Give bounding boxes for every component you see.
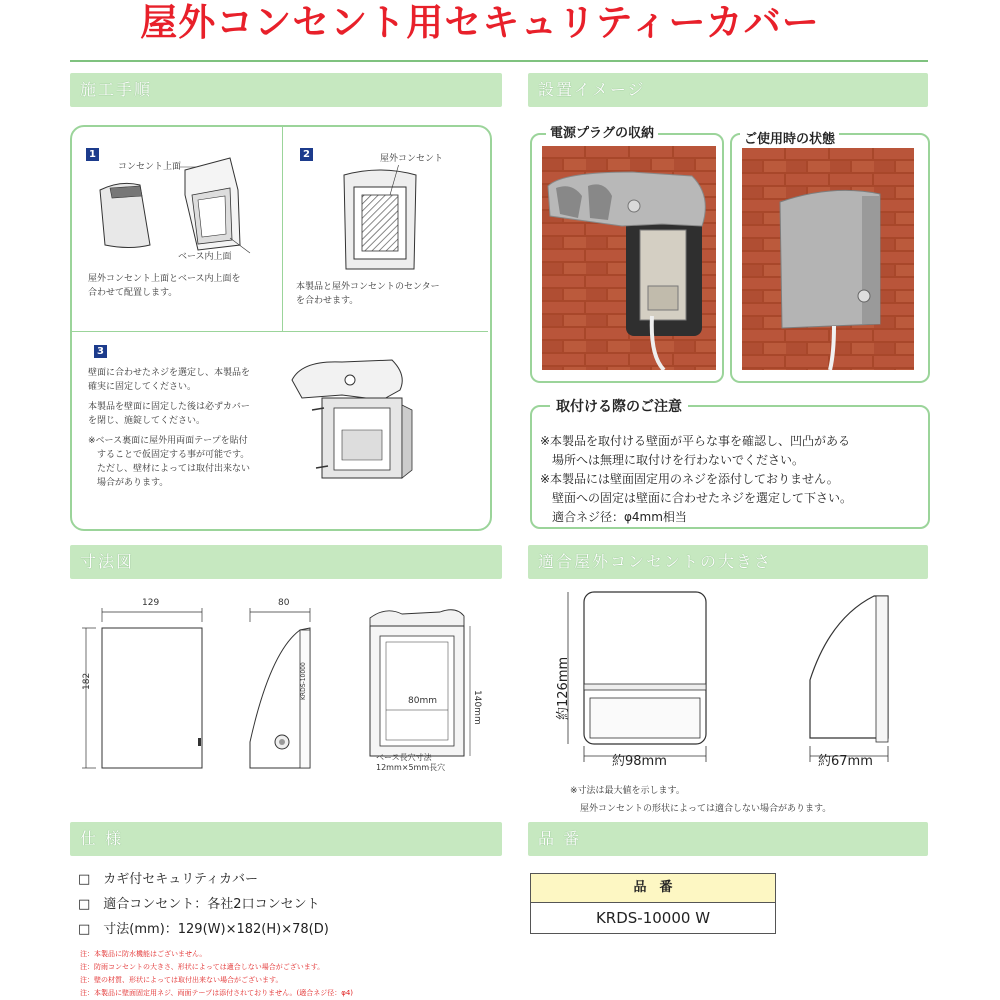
spec-red-note-2: 注：防雨コンセントの大きさ、形状によっては適合しない場合がございます。 [80,963,325,971]
caution-line-1: ※本製品を取付ける壁面が平らな事を確認し、凹凸がある [540,434,851,448]
photo-storage-image [542,146,716,370]
step-divider-horizontal [72,331,488,332]
outlet-height-label: 約126mm [556,656,571,720]
step-1-text-line-2: 合わせて配置します。 [88,288,178,298]
section-part-number: 品 番 [528,822,928,856]
step-2-text-line-2: を合わせます。 [296,296,359,306]
dim-side-stamp: KRDS-10000 [300,662,307,700]
step-3-text-line-8: 場合があります。 [88,478,169,488]
step-3-text-line-7: ただし、壁材によっては取付出来ない [88,464,251,474]
outlet-note-2: 屋外コンセントの形状によっては適合しない場合があります。 [580,804,832,814]
spec-red-note-3: 注：壁の材質、形状によっては取付出来ない場合がございます。 [80,976,283,984]
step-3-text-line-5: ※ベース裏面に屋外用両面テープを貼付 [88,436,248,446]
photo-storage-caption: 電源プラグの収納 [546,122,658,141]
step-2-text-line-1: 本製品と屋外コンセントのセンター [296,282,440,292]
outlet-size-drawing [540,588,900,772]
part-table-header: 品 番 [530,873,776,903]
outlet-width-label: 約98mm [612,754,667,769]
step-1-number: 1 [86,148,99,161]
outlet-note-1: ※寸法は最大値を示します。 [570,786,685,796]
title-divider [70,60,928,62]
step-2-illustration [330,165,430,280]
caution-line-4: 壁面への固定は壁面に合わせたネジを選定して下さい。 [540,491,853,505]
step-3-text-line-6: することで仮固定する事が可能です。 [88,450,250,460]
caution-line-2: 場所へは無理に取付けを行わないでください。 [540,453,805,467]
spec-item-1-text: カギ付セキュリティカバー [103,872,258,887]
spec-item-3: □ 寸法(mm)：129(W)×182(H)×78(D) [78,922,329,937]
spec-item-2: □ 適合コンセント：各社2口コンセント [78,897,320,912]
section-procedure: 施工手順 [70,73,502,107]
caution-title: 取付ける際のご注意 [550,396,688,416]
dim-slot-size: 12mm×5mm長穴 [376,763,446,772]
part-table-value: KRDS-10000 W [530,902,776,934]
spec-item-2-text: 適合コンセント：各社2口コンセント [103,897,320,912]
dim-width-label: 129 [142,598,160,608]
spec-red-note-4: 注：本製品に壁面固定用ネジ、両面テープは添付されておりません。(適合ネジ径：φ4) [80,989,354,997]
dim-inner-width-label: 80mm [408,696,437,706]
step-3-text-line-4: を閉じ、施錠してください。 [88,416,206,426]
step-1-label-outlet-top: コンセント上面 [118,162,182,172]
section-outlet-size: 適合屋外コンセントの大きさ [528,545,928,579]
step-1-text-line-1: 屋外コンセント上面とベース内上面を [88,274,241,284]
step-1-label-base-top: ベース内上面 [178,252,232,262]
step-2-label-outlet: 屋外コンセント [380,154,444,164]
section-dimensions: 寸法図 [70,545,502,579]
step-2-number: 2 [300,148,313,161]
dim-slot-label: ベース長穴寸法 [376,753,432,762]
outlet-depth-label: 約67mm [818,754,873,769]
step-divider-vertical [282,127,283,331]
spec-item-3-text: 寸法(mm)：129(W)×182(H)×78(D) [103,922,329,937]
spec-red-note-1: 注：本製品に防水機能はございません。 [80,950,207,958]
page-title: 屋外コンセント用セキュリティーカバー [140,1,820,44]
section-specs: 仕 様 [70,822,502,856]
spec-item-1: □ カギ付セキュリティカバー [78,872,258,887]
caution-line-5: 適合ネジ径：φ4mm相当 [540,510,687,524]
section-install-image: 設置イメージ [528,73,928,107]
step-3-number: 3 [94,345,107,358]
photo-inuse-caption: ご使用時の状態 [740,128,839,147]
step-3-illustration [282,350,442,500]
photo-inuse-image [742,148,914,370]
caution-line-3: ※本製品には壁面固定用のネジを添付しておりません。 [540,472,839,486]
dimension-drawing [70,592,500,778]
dim-inner-height-label: 140mm [472,690,482,725]
dim-height-label: 182 [82,672,92,690]
dim-depth-label: 80 [278,598,290,608]
step-3-text-line-3: 本製品を壁面に固定した後は必ずカバー [88,402,250,412]
step-3-text-line-1: 壁面に合わせたネジを選定し、本製品を [88,368,251,378]
step-3-text-line-2: 確実に固定してください。 [88,382,197,392]
